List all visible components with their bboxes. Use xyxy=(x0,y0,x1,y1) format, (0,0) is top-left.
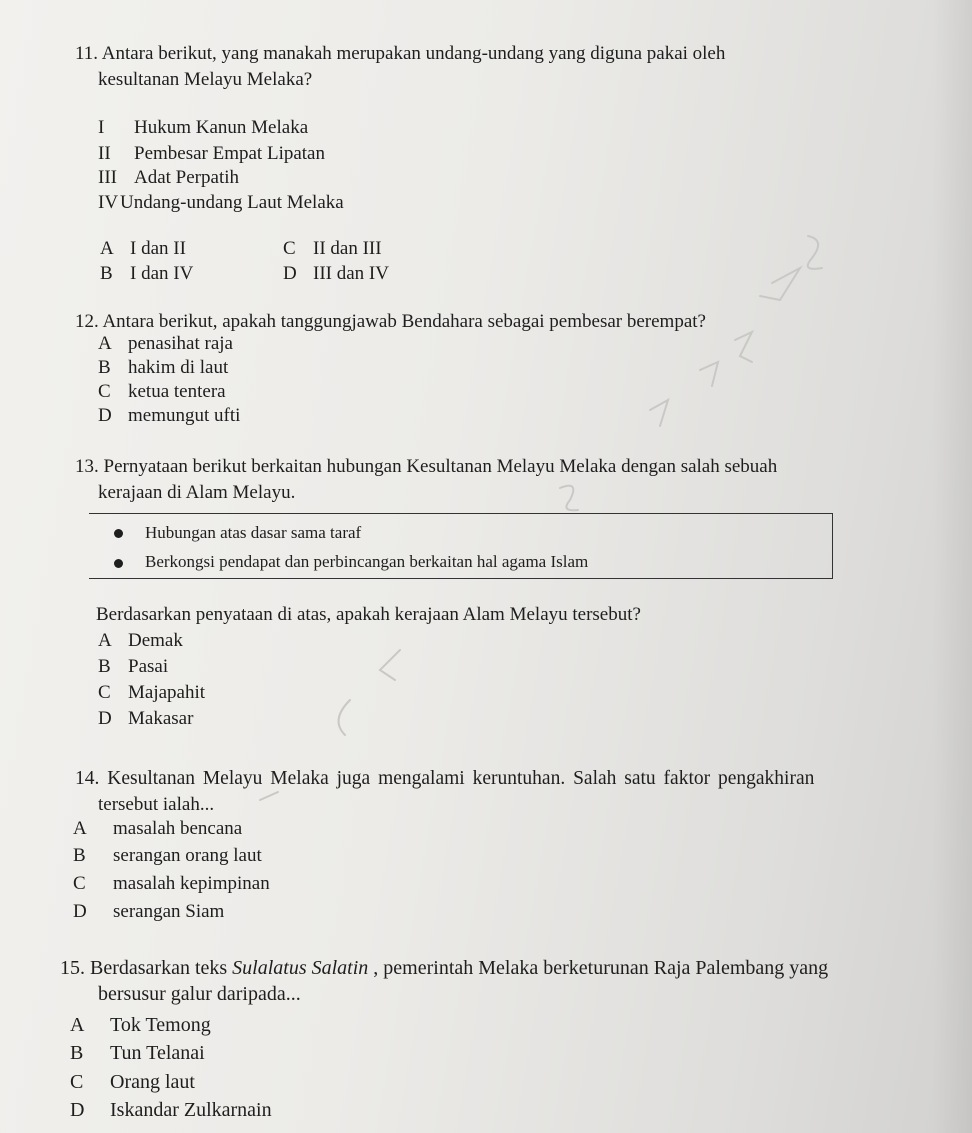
q15-option-a[interactable]: A Tok Temong xyxy=(70,1014,211,1036)
q13-stem-line-2: kerajaan di Alam Melayu. xyxy=(98,482,296,503)
q13-option-b[interactable]: B Pasai xyxy=(98,656,169,677)
q14-stem-line-1: 14. Kesultanan Melayu Melaka juga mengalami keruntuhan. Salah satu faktor pengakhiran xyxy=(75,768,815,789)
q14-stem-line-2: tersebut ialah... xyxy=(98,794,215,815)
statement-2: Berkongsi pendapat dan perbincangan berkaitan hal agama Islam xyxy=(145,552,589,571)
q15-option-b[interactable]: B Tun Telanai xyxy=(70,1042,205,1064)
q11-stem-line-1: 11. Antara berikut, yang manakah merupakan undang-undang yang diguna pakai oleh xyxy=(75,43,726,64)
q15-option-d[interactable]: D Iskandar Zulkarnain xyxy=(70,1099,272,1121)
q12-option-b[interactable]: B hakim di laut xyxy=(98,357,229,378)
q15-stem-line-1: 15. Berdasarkan teks Sulalatus Salatin , pemerintah Melaka berketurunan Raja Palembang yang xyxy=(60,957,829,979)
q12-option-c[interactable]: C ketua tentera xyxy=(98,381,226,402)
q12-option-a[interactable]: A penasihat raja xyxy=(98,333,233,354)
q11-item-1: I Hukum Kanun Melaka xyxy=(98,117,309,138)
bullet-icon xyxy=(114,529,123,538)
q12-option-d[interactable]: D memungut ufti xyxy=(98,405,241,426)
q11-option-c[interactable]: C II dan III xyxy=(283,238,382,259)
q13-option-c[interactable]: C Majapahit xyxy=(98,682,206,703)
q14-option-c[interactable]: C masalah kepimpinan xyxy=(73,873,270,894)
q14-option-a[interactable]: A masalah bencana xyxy=(73,818,243,839)
statement-1: Hubungan atas dasar sama taraf xyxy=(145,523,362,542)
q11-item-4: IV Undang-undang Laut Melaka xyxy=(98,192,344,213)
q11-stem-line-2: kesultanan Melayu Melaka? xyxy=(98,69,313,90)
q14-option-b[interactable]: B serangan orang laut xyxy=(73,845,262,866)
q11-option-b[interactable]: B I dan IV xyxy=(100,263,194,284)
q11-item-3: III Adat Perpatih xyxy=(98,167,240,188)
q11-item-2: II Pembesar Empat Lipatan xyxy=(98,143,325,164)
q12-stem: 12. Antara berikut, apakah tanggungjawab Bendahara sebagai pembesar berempat? xyxy=(75,311,706,332)
q11-option-a[interactable]: A I dan II xyxy=(100,238,186,259)
q15-stem-line-2: bersusur galur daripada... xyxy=(98,983,301,1005)
q13-option-a[interactable]: A Demak xyxy=(98,630,183,651)
bullet-icon xyxy=(114,559,123,568)
q15-option-c[interactable]: C Orang laut xyxy=(70,1071,195,1093)
q13-question: Berdasarkan penyataan di atas, apakah kerajaan Alam Melayu tersebut? xyxy=(96,604,641,625)
statement-box xyxy=(89,513,833,579)
q13-stem-line-1: 13. Pernyataan berikut berkaitan hubungan Kesultanan Melayu Melaka dengan salah sebuah xyxy=(75,456,778,477)
q13-option-d[interactable]: D Makasar xyxy=(98,708,194,729)
q11-option-d[interactable]: D III dan IV xyxy=(283,263,389,284)
q14-option-d[interactable]: D serangan Siam xyxy=(73,901,225,922)
